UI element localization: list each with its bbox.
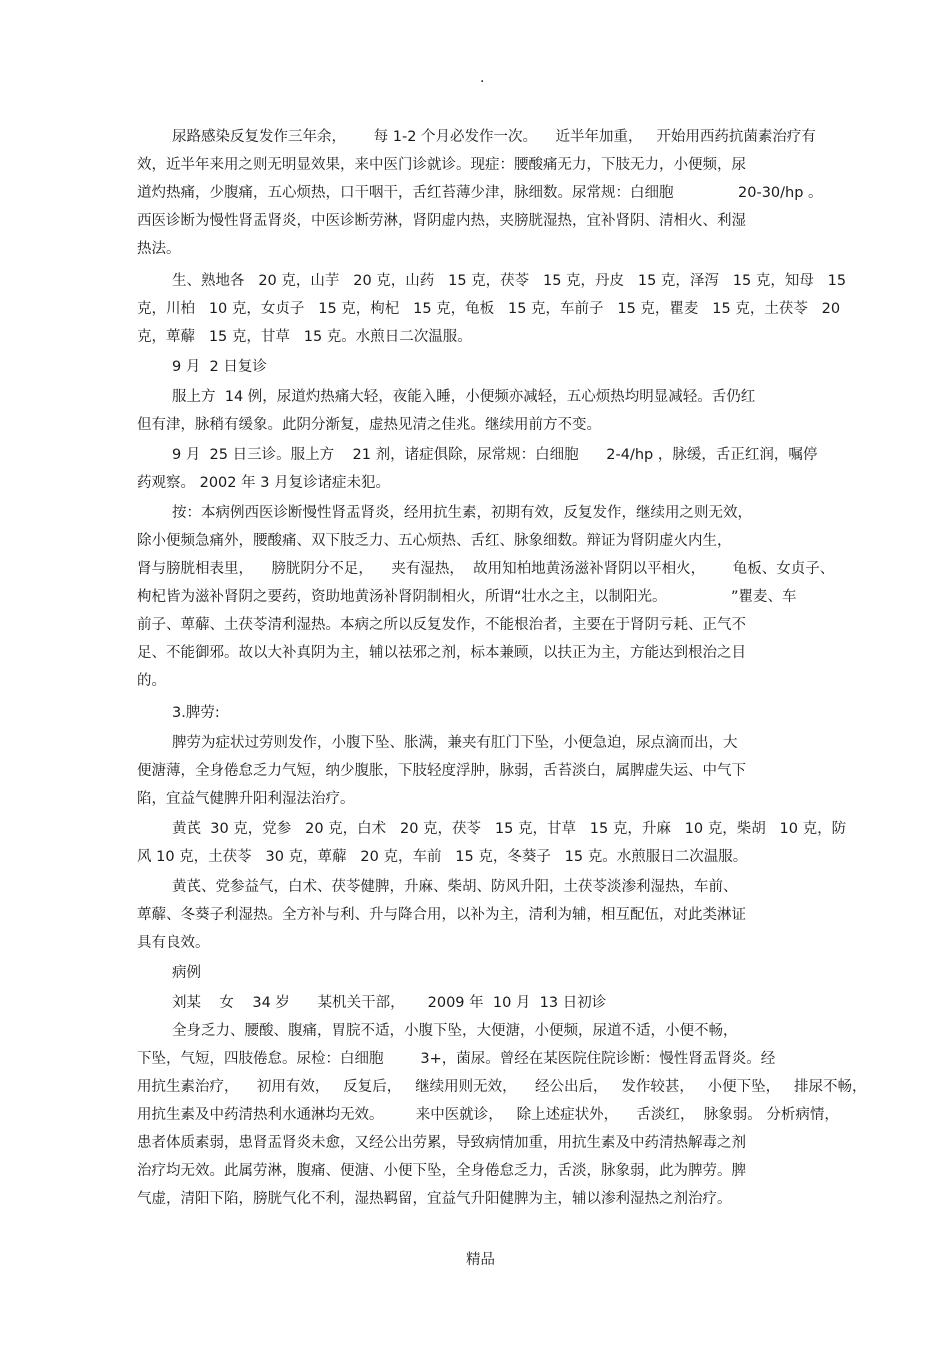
text-line: 除小便频急痛外，腰酸痛、双下肢乏力、五心烦热、舌红、脉象细数。辩证为肾阴虚火内生， — [137, 533, 732, 549]
text-line: 9 月 25 日三诊。服上方 21 剂，诸症俱除，尿常规：白细胞 2-4/hp ，脉缓，舌正红润，嘱停 — [172, 447, 818, 463]
text-line: 治疗均无效。此属劳淋，腹痛、便溏、小便下坠，全身倦怠乏力，舌淡，脉象弱，此为脾劳。脾 — [137, 1163, 746, 1179]
text-line: 西医诊断为慢性肾盂肾炎，中医诊断劳淋，肾阴虚内热，夹膀胱湿热，宜补肾阴、清相火、利湿 — [137, 213, 746, 229]
section-heading: 病例 — [172, 965, 201, 981]
text-line: 服上方 14 例，尿道灼热痛大轻，夜能入睡，小便频亦减轻，五心烦热均明显减轻。舌仍红 — [172, 389, 756, 405]
text-line: 气虚，清阳下陷，膀胱气化不利，湿热羁留，宜益气升阳健脾为主，辅以渗利湿热之剂治疗。 — [137, 1191, 732, 1207]
text-line: 黄芪、党参益气，白术、茯苓健脾，升麻、柴胡、防风升阳，土茯苓淡渗利湿热，车前、 — [172, 879, 738, 895]
text-line: 刘某 女 34 岁 某机关干部， 2009 年 10 月 13 日初诊 — [172, 995, 607, 1011]
text-line: 风 10 克，土茯苓 30 克，萆薢 20 克，车前 15 克，冬葵子 15 克。水煎服日二次温服。 — [137, 849, 748, 865]
text-line: 患者体质素弱，患肾盂肾炎未愈，又经公出劳累，导致病情加重，用抗生素及中药清热解毒之剂 — [137, 1135, 746, 1151]
text-line: 9 月 2 日复诊 — [172, 359, 267, 375]
text-line: 枸杞皆为滋补肾阴之要药，资助地黄汤补肾阴制相火，所谓“壮水之主，以制阳光。 ”瞿麦、车 — [137, 589, 797, 605]
text-line: 效，近半年来用之则无明显效果，来中医门诊就诊。现症：腰酸痛无力，下肢无力，小便频，尿 — [137, 157, 746, 173]
text-line: 脾劳为症状过劳则发作，小腹下坠、胀满，兼夹有肛门下坠，小便急迫，尿点滴而出，大 — [172, 735, 738, 751]
text-line: 便溏薄，全身倦怠乏力气短，纳少腹胀，下肢轻度浮肿，脉弱，舌苔淡白，属脾虚失运、中气下 — [137, 763, 746, 779]
text-line: 生、熟地各 20 克，山芋 20 克，山药 15 克，茯苓 15 克，丹皮 15 克，泽泻 15 克，知母 15 — [172, 273, 847, 289]
text-line: 肾与膀胱相表里， 膀胱阴分不足， 夹有湿热， 故用知柏地黄汤滋补肾阴以平相火， 龟板、女贞子、 — [137, 561, 835, 577]
text-line: 下坠，气短，四肢倦怠。尿检：白细胞 3+，菌尿。曾经在某医院住院诊断：慢性肾盂肾炎。经 — [137, 1051, 776, 1067]
text-line: 用抗生素治疗， 初用有效， 反复后， 继续用则无效， 经公出后， 发作较甚， 小便下坠， 排尿不畅， — [137, 1079, 867, 1095]
text-line: 克，川柏 10 克，女贞子 15 克，枸杞 15 克，龟板 15 克，车前子 15 克，瞿麦 15 克，土茯苓 20 — [137, 301, 841, 317]
text-line: 药观察。 2002 年 3 月复诊诸症未犯。 — [137, 475, 391, 491]
text-line: 陷，宜益气健脾升阳利湿法治疗。 — [137, 791, 355, 807]
text-line: 前子、萆薢、土茯苓清利湿热。本病之所以反复发作，不能根治者，主要在于肾阴亏耗、正气不 — [137, 617, 746, 633]
text-line: 克，萆薢 15 克，甘草 15 克。水煎日二次温服。 — [137, 329, 472, 345]
header-dot: . — [480, 70, 485, 86]
footer-label: 精品 — [466, 1252, 495, 1268]
text-line: 全身乏力、腰酸、腹痛，胃脘不适，小腹下坠，大便溏，小便频，尿道不适，小便不畅， — [172, 1023, 738, 1039]
text-line: 足、不能御邪。故以大补真阴为主，辅以祛邪之剂，标本兼顾，以扶正为主，方能达到根治之目 — [137, 645, 746, 661]
text-line: 道灼热痛，少腹痛，五心烦热，口干咽干，舌红苔薄少津，脉细数。尿常规：白细胞 20-30/hp 。 — [137, 185, 823, 201]
text-line: 但有津，脉稍有缓象。此阴分渐复，虚热见清之佳兆。继续用前方不变。 — [137, 417, 601, 433]
section-heading: 3.脾劳: — [172, 705, 220, 721]
text-line: 用抗生素及中药清热利水通淋均无效。 来中医就诊， 除上述症状外， 舌淡红， 脉象弱。 分析病情， — [137, 1107, 839, 1123]
text-line: 热法。 — [137, 241, 181, 257]
text-line: 尿路感染反复发作三年余， 每 1-2 个月必发作一次。 近半年加重， 开始用西药抗菌素治疗有 — [172, 129, 816, 145]
text-line: 按：本病例西医诊断慢性肾盂肾炎，经用抗生素，初期有效，反复发作，继续用之则无效， — [172, 505, 752, 521]
text-line: 的。 — [137, 673, 166, 689]
text-line: 黄芪 30 克，党参 20 克，白术 20 克，茯苓 15 克，甘草 15 克，升麻 10 克，柴胡 10 克，防 — [172, 821, 847, 837]
text-line: 具有良效。 — [137, 935, 210, 951]
text-line: 萆薢、冬葵子利湿热。全方补与利、升与降合用，以补为主，清利为辅，相互配伍，对此类淋证 — [137, 907, 746, 923]
